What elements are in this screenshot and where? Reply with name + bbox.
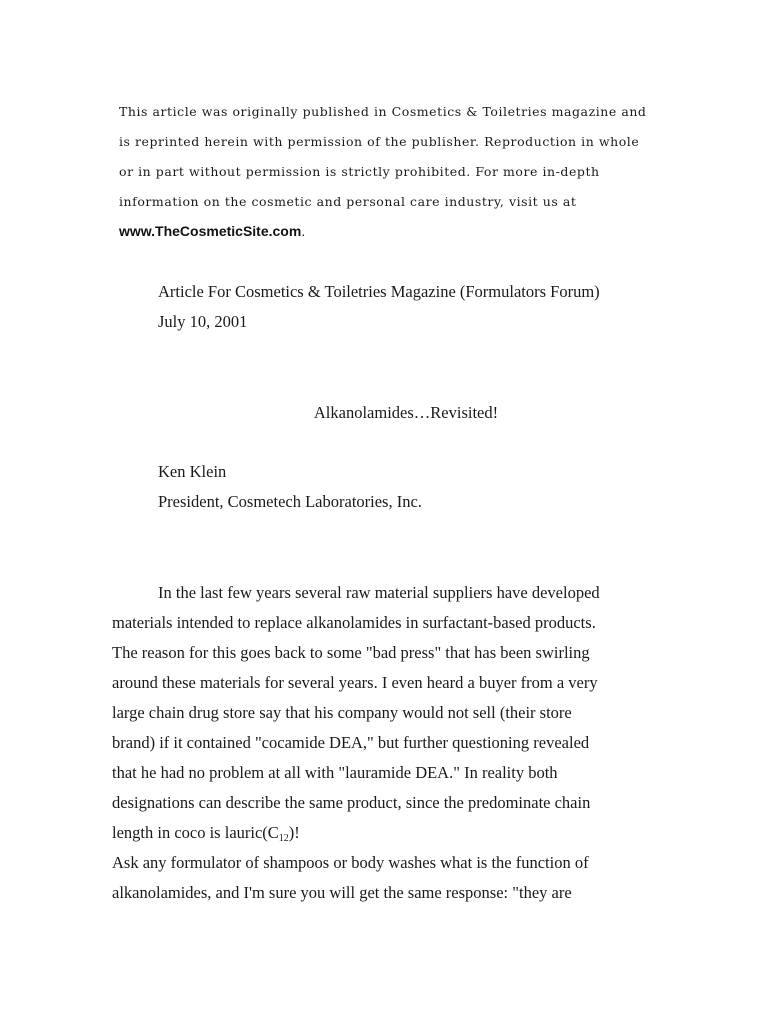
body-line-2: materials intended to replace alkanolamides in surfactant-based products. xyxy=(112,613,596,632)
body-line-4: around these materials for several years. I even heard a buyer from a very xyxy=(112,673,598,692)
body-line-1: In the last few years several raw material suppliers have developed xyxy=(158,583,600,602)
site-url-link[interactable]: www.TheCosmeticSite.com xyxy=(119,223,302,239)
body-line-5: large chain drug store say that his company would not sell (their store xyxy=(112,703,572,722)
body-line-3: The reason for this goes back to some "bad press" that has been swirling xyxy=(112,643,590,662)
article-date: July 10, 2001 xyxy=(158,312,248,331)
body-line-9-end: )! xyxy=(288,823,300,842)
notice-line-2: is reprinted herein with permission of the publisher. Reproduction in whole xyxy=(119,134,640,149)
body-line-10: Ask any formulator of shampoos or body washes what is the function of xyxy=(112,853,589,872)
article-heading: Article For Cosmetics & Toiletries Magazine (Formulators Forum) xyxy=(158,282,600,301)
article-title: Alkanolamides…Revisited! xyxy=(313,403,499,422)
body-line-9-text: length in coco is lauric(C xyxy=(112,823,279,842)
site-suffix: . xyxy=(301,223,306,239)
author-name: Ken Klein xyxy=(158,462,227,481)
notice-line-3: or in part without permission is strictly prohibited. For more in-depth xyxy=(119,164,600,179)
carbon-subscript: 12 xyxy=(278,833,289,844)
body-line-7: that he had no problem at all with "lauramide DEA." In reality both xyxy=(112,763,558,782)
notice-line-1: This article was originally published in Cosmetics & Toiletries magazine and xyxy=(119,104,647,119)
body-line-9 xyxy=(112,823,300,843)
body-line-8: designations can describe the same product, since the predominate chain xyxy=(112,793,591,812)
body-line-11: alkanolamides, and I'm sure you will get the same response: "they are xyxy=(112,883,572,902)
author-affiliation: President, Cosmetech Laboratories, Inc. xyxy=(158,492,422,511)
notice-line-4: information on the cosmetic and personal care industry, visit us at xyxy=(119,194,577,209)
site-link-line xyxy=(119,223,305,239)
body-line-6: brand) if it contained "cocamide DEA," but further questioning revealed xyxy=(112,733,590,752)
